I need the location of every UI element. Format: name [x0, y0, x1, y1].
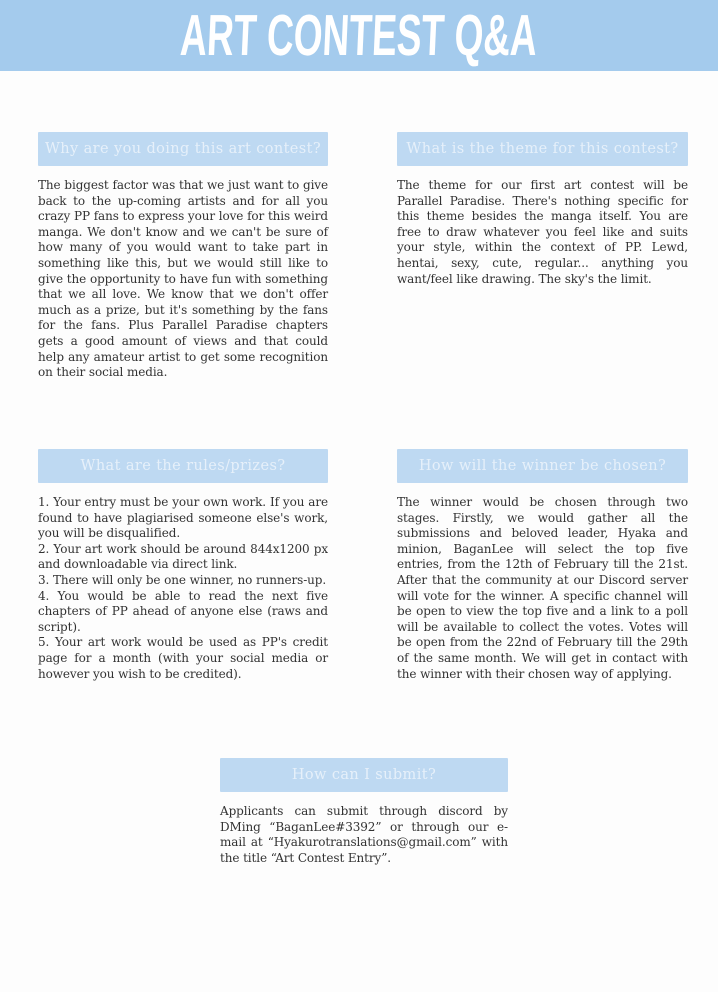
rule-item-4: 4. You would be able to read the next five chapters of PP ahead of anyone else (raws and script).	[38, 588, 328, 634]
rule-item-1: 1. Your entry must be your own work. If you are found to have plagiarised someone else's work, you will be disqualified.	[38, 495, 328, 541]
question-box-rules	[38, 449, 328, 483]
question-box-winner	[397, 449, 688, 483]
qa-block-submit	[220, 758, 508, 866]
question-label-theme: What is the theme for this contest?	[406, 141, 679, 157]
question-box-why	[38, 132, 328, 166]
question-box-theme	[397, 132, 688, 166]
answer-text-theme: The theme for our first art contest will be Parallel Paradise. There's nothing specific for this theme besides the manga itself. You are free to draw whatever you feel like and suits your style, within the context of PP. Lewd, hentai, sexy, cute, regular... anything you want/feel like drawing. The sky's the limit.	[397, 178, 688, 286]
answer-text-winner: The winner would be chosen through two stages. Firstly, we would gather all the submissions and beloved leader, Hyaka and minion, BaganLee will select the top five entries, from the 12th of February till the 21st. After that the community at our Discord server will vote for the winner. A specific channel will be open to view the top five and a link to a poll will be available to collect the votes. Votes will be open from the 22nd of February till the 29th of the same month. We will get in contact with the winner with their chosen way of applying.	[397, 495, 688, 681]
question-label-submit: How can I submit?	[291, 767, 437, 783]
qa-block-rules	[38, 449, 328, 682]
answer-text-submit: Applicants can submit through discord by DMing “BaganLee#3392” or through our e-mail at “Hyakurotranslations@gmail.com” with the title “Art Contest Entry”.	[220, 804, 508, 865]
question-label-why: Why are you doing this art contest?	[44, 141, 322, 157]
rule-item-5: 5. Your art work would be used as PP's credit page for a month (with your social media or however you wish to be credited).	[38, 635, 328, 681]
page-header-banner	[0, 0, 718, 71]
question-label-rules: What are the rules/prizes?	[80, 458, 286, 474]
answer-text-why: The biggest factor was that we just want to give back to the up-coming artists and for all you crazy PP fans to express your love for this weird manga. We don't know and we can't be sure of how many of you would want to take part in something like this, but we would still like to give the opportunity to have fun with something that we all love. We know that we don't offer much as a prize, but it's something by the fans for the fans. Plus Parallel Paradise chapters gets a good amount of views and that could help any amateur artist to get some recognition on their social media.	[38, 178, 328, 380]
qa-block-theme	[397, 132, 688, 287]
question-box-submit	[220, 758, 508, 792]
page-title: ART CONTEST Q&A	[179, 3, 539, 68]
qa-block-why	[38, 132, 328, 381]
qa-block-winner	[397, 449, 688, 682]
question-label-winner: How will the winner be chosen?	[418, 458, 667, 474]
rule-item-2: 2. Your art work should be around 844x1200 px and downloadable via direct link.	[38, 541, 328, 572]
rule-item-3: 3. There will only be one winner, no runners-up.	[38, 572, 327, 587]
rules-list	[38, 495, 328, 682]
